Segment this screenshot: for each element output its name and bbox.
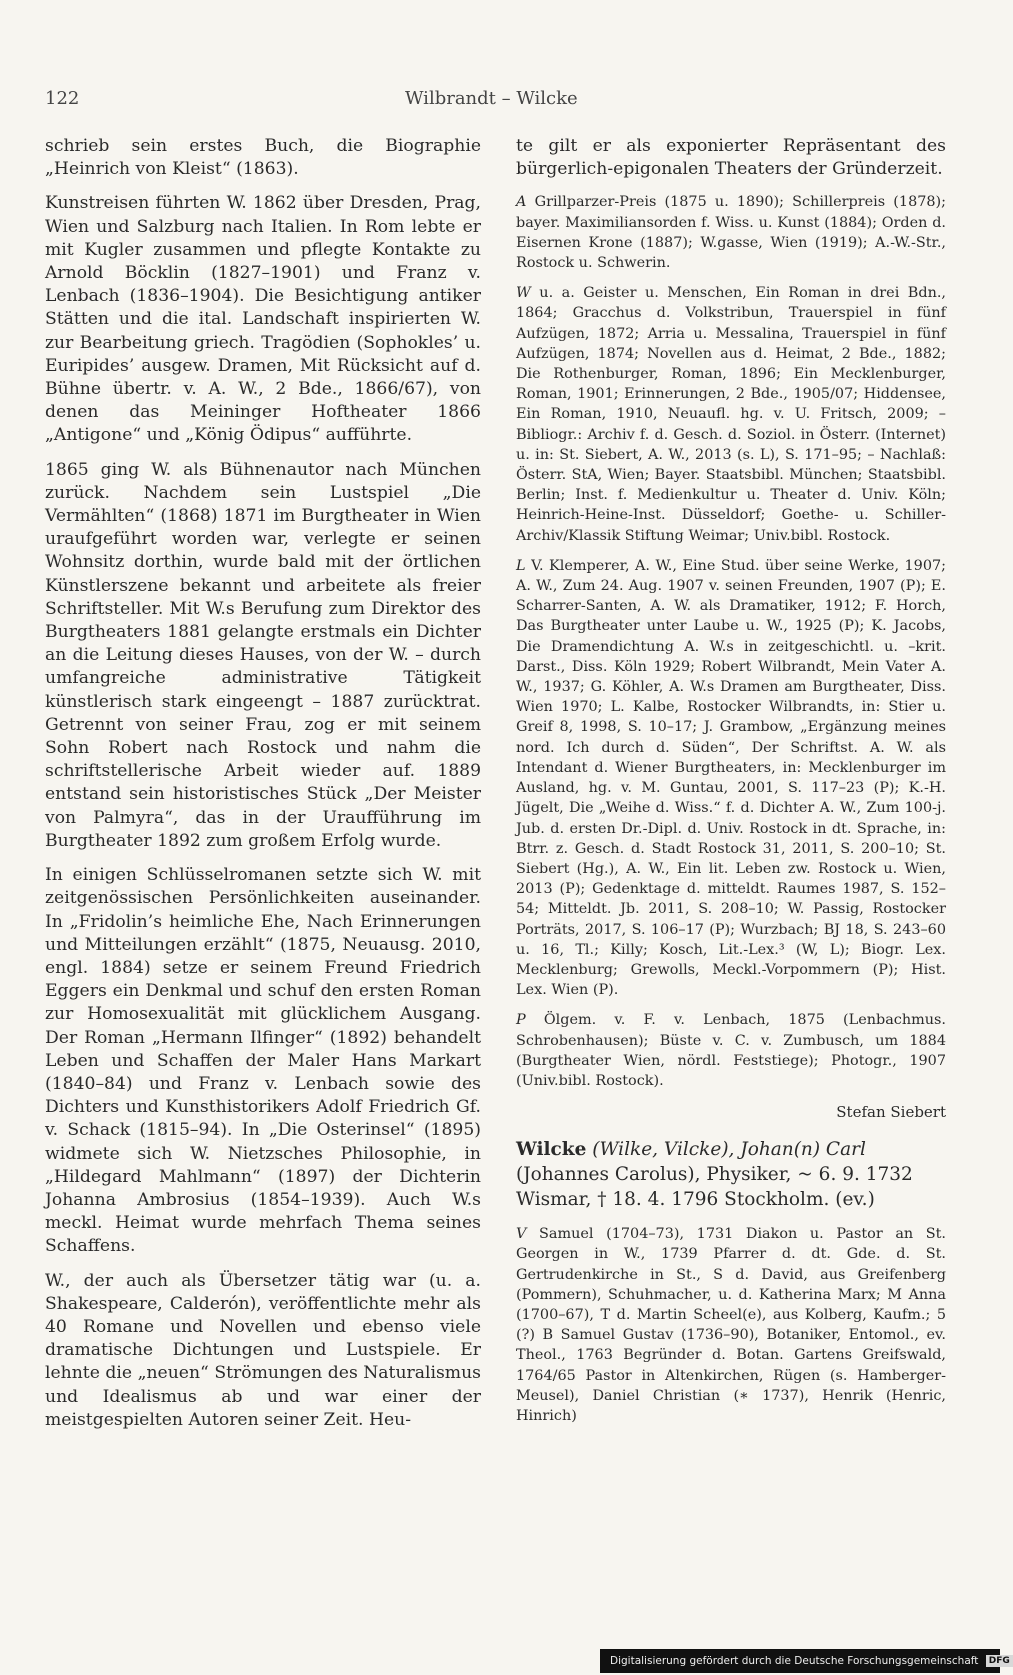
portraits-section — [516, 1010, 946, 1091]
section-text: Grillparzer-Preis (1875 u. 1890); Schillerpreis (1878); bayer. Maximiliansorden f. Wiss. u. Kunst (1884); Orden d. Eisernen Krone (1887); W.gasse, Wien (1919); A.-W.-Str., Rostock u. Schwerin. — [516, 194, 947, 272]
section-text: Samuel (1704–73), 1731 Diakon u. Pastor an St. Georgen in W., 1739 Pfarrer d. dt. Gde. d. St. Gertrudenkirche in St., S d. David, aus Greifenberg (Pommern), Schuhmacher, u. d. Katherina Marx; M Anna (1700–67), T d. Martin Scheel(e), aus Kolberg, Kaufm.; 5 (?) B Samuel Gustav (1736–90), Botaniker, Entomol., ev. Theol., 1763 Begründer d. Botan. Gartens Greifswald, 1764/65 Pastor in Altenkirchen, Rügen (s. Hamberger-Meusel), Daniel Christian (∗ 1737), Henrik (Henric, Hinrich) — [516, 1226, 946, 1424]
entry-details: (Johannes Carolus), Physiker, ~ 6. 9. 1732 Wismar, † 18. 4. 1796 Stockholm. (ev.) — [516, 1164, 913, 1211]
literature-section — [516, 556, 946, 1000]
footer-text: Digitalisierung gefördert durch die Deutsche Forschungsgemeinschaft — [610, 1655, 979, 1667]
entry-heading — [516, 1137, 946, 1212]
paragraph: In einigen Schlüsselromanen setzte sich W. mit zeitgenössischen Persönlichkeiten auseinander. In „Fridolin’s heimliche Ehe, Nach Erinnerungen und Mitteilungen erzählt“ (1875, Neuausg. 2010, engl. 1884) setze er seinem Freund Friedrich Eggers ein Denkmal und schuf den ersten Roman zur Homosexualität mit glücklichem Ausgang. Der Roman „Hermann Ilfinger“ (1892) behandelt Leben und Schaffen der Maler Hans Markart (1840–84) und Franz v. Lenbach sowie des Dichters und Kunsthistorikers Adolf Friedrich Gf. v. Schack (1815–94). In „Die Osterinsel“ (1895) widmete sich W. Nietzsches Philosophie, in „Hildegard Mahlmann“ (1897) der Dichterin Johanna Ambrosius (1854–1939). Auch W.s meckl. Heimat wurde mehrfach Thema seines Schaffens. — [45, 865, 481, 1257]
digitization-footer — [600, 1649, 1010, 1673]
section-letter: V — [516, 1226, 527, 1243]
genealogy-section — [516, 1224, 946, 1426]
section-letter: A — [516, 194, 527, 211]
entry-variants: (Wilke, Vilcke), Johan(n) Carl — [592, 1139, 866, 1161]
dfg-logo: DFG — [986, 1655, 1013, 1667]
entry-name: Wilcke — [516, 1139, 587, 1161]
section-letter: P — [516, 1012, 526, 1029]
section-letter: L — [516, 557, 526, 574]
section-letter: W — [516, 285, 531, 302]
paragraph: Kunstreisen führten W. 1862 über Dresden, Prag, Wien und Salzburg nach Italien. In Rom lebte er mit Kugler zusammen und pflegte Kontakte zu Arnold Böcklin (1827–1901) und Franz v. Lenbach (1836–1904). Die Besichtigung antiker Stätten und die ital. Landschaft inspirierten W. zur Bearbeitung griech. Tragödien (Sophokles’ u. Euripides’ ausgew. Dramen, Mit Rücksicht auf d. Bühne übertr. v. A. W., 2 Bde., 1866/67), von denen das Meininger Hoftheater 1866 „Antigone“ und „König Ödipus“ aufführte. — [45, 193, 481, 446]
right-column — [516, 135, 946, 1436]
section-text: Ölgem. v. F. v. Lenbach, 1875 (Lenbachmus. Schrobenhausen); Büste v. C. v. Zumbusch, um 1884 (Burgtheater Wien, nördl. Feststiege); Photogr., 1907 (Univ.bibl. Rostock). — [516, 1012, 946, 1089]
paragraph-continuation: te gilt er als exponierter Repräsentant des bürgerlich-epigonalen Theaters der Gründerzeit. — [516, 136, 946, 180]
running-title: Wilbrandt – Wilcke — [405, 88, 578, 109]
page-header — [45, 88, 945, 114]
paragraph: W., der auch als Übersetzer tätig war (u. a. Shakespeare, Calderón), veröffentlichte mehr als 40 Romane und Novellen und ebenso viele dramatische Dichtungen und Lustspiele. Er lehnte die „neuen“ Strömungen des Naturalismus und Idealismus ab und war einer der meistgespielten Autoren seiner Zeit. Heu- — [45, 1270, 481, 1430]
section-text: u. a. Geister u. Menschen, Ein Roman in drei Bdn., 1864; Gracchus d. Volkstribun, Trauerspiel in fünf Aufzügen, 1872; Arria u. Messalina, Trauerspiel in fünf Aufzügen, 1874; Novellen aus d. Heimat, 2 Bde., 1882; Die Rothenburger, Roman, 1896; Ein Mecklenburger, Roman, 1901; Erinnerungen, 2 Bde., 1905/07; Hiddensee, Ein Roman, 1910, Neuaufl. hg. v. U. Fritsch, 2009; – Bibliogr.: Archiv f. d. Gesch. d. Soziol. in Österr. (Internet) u. in: St. Siebert, A. W., 2013 (s. L), S. 171–95; – Nachlaß: Österr. StA, Wien; Bayer. Staatsbibl. München; Staatsbibl. Berlin; Inst. f. Medienkultur u. Theater d. Univ. Köln; Heinrich-Heine-Inst. Düsseldorf; Goethe- u. Schiller-Archiv/Klassik Stiftung Weimar; Univ.bibl. Rostock. — [516, 285, 946, 544]
awards-section — [516, 192, 946, 273]
paragraph: schrieb sein erstes Buch, die Biographie „Heinrich von Kleist“ (1863). — [45, 136, 481, 180]
section-text: V. Klemperer, A. W., Eine Stud. über seine Werke, 1907; A. W., Zum 24. Aug. 1907 v. seinen Freunden, 1907 (P); E. Scharrer-Santen, A. W. als Dramatiker, 1912; F. Horch, Das Burgtheater unter Laube u. W., 1925 (P); K. Jacobs, Die Dramendichtung A. W.s in zeitgeschichtl. u. –krit. Darst., Diss. Köln 1929; Robert Wilbrandt, Mein Vater A. W., 1937; G. Köhler, A. W.s Dramen am Burgtheater, Diss. Wien 1970; L. Kalbe, Rostocker Wilbrandts, in: Stier u. Greif 8, 1998, S. 10–17; J. Grambow, „Ergänzung meines nord. Ich durch d. Süden“, Der Schriftst. A. W. als Intendant d. Wiener Burgtheaters, in: Mecklenburger im Ausland, hg. v. M. Guntau, 2001, S. 117–23 (P); K.-H. Jügelt, Die „Weihe d. Wiss.“ f. d. Dichter A. W., Zum 100-j. Jub. d. ersten Dr.-Dipl. d. Univ. Rostock in dt. Sprache, in: Btrr. z. Gesch. d. Stadt Rostock 31, 2011, S. 200–10; St. Siebert (Hg.), A. W., Ein lit. Leben zw. Rostock u. Wien, 2013 (P); Gedenktage d. mitteldt. Raumes 1987, S. 152–54; Mitteldt. Jb. 2011, S. 208–10; W. Passig, Rostocker Porträts, 2017, S. 106–17 (P); Wurzbach; BJ 18, S. 243–60 u. 16, Tl.; Killy; Kosch, Lit.-Lex.³ (W, L); Biogr. Lex. Mecklenburg; Grewolls, Meckl.-Vorpommern (P); Hist. Lex. Wien (P). — [516, 557, 946, 999]
author-signature: Stefan Siebert — [836, 1103, 946, 1122]
paragraph: 1865 ging W. als Bühnenautor nach München zurück. Nachdem sein Lustspiel „Die Vermählten“ (1868) 1871 im Burgtheater in Wien uraufgeführt worden war, verlegte er seinen Wohnsitz dorthin, wurde bald mit der örtlichen Künstlerszene bekannt und arbeitete als freier Schriftsteller. Mit W.s Berufung zum Direktor des Burgtheaters 1881 gelangte erstmals ein Dichter an die Leitung dieses Hauses, von der W. – durch umfangreiche administrative Tätigkeit künstlerisch stark eingeengt – 1887 zurücktrat. Getrennt von seiner Frau, zog er mit seinem Sohn Robert nach Rostock und nahm die schriftstellerische Arbeit wieder auf. 1889 entstand sein historistisches Stück „Der Meister von Palmyra“, das in der Uraufführung im Burgtheater 1892 zum großem Erfolg wurde. — [45, 459, 481, 851]
left-column — [45, 135, 481, 1443]
works-section — [516, 283, 946, 546]
page-number: 122 — [45, 88, 80, 109]
